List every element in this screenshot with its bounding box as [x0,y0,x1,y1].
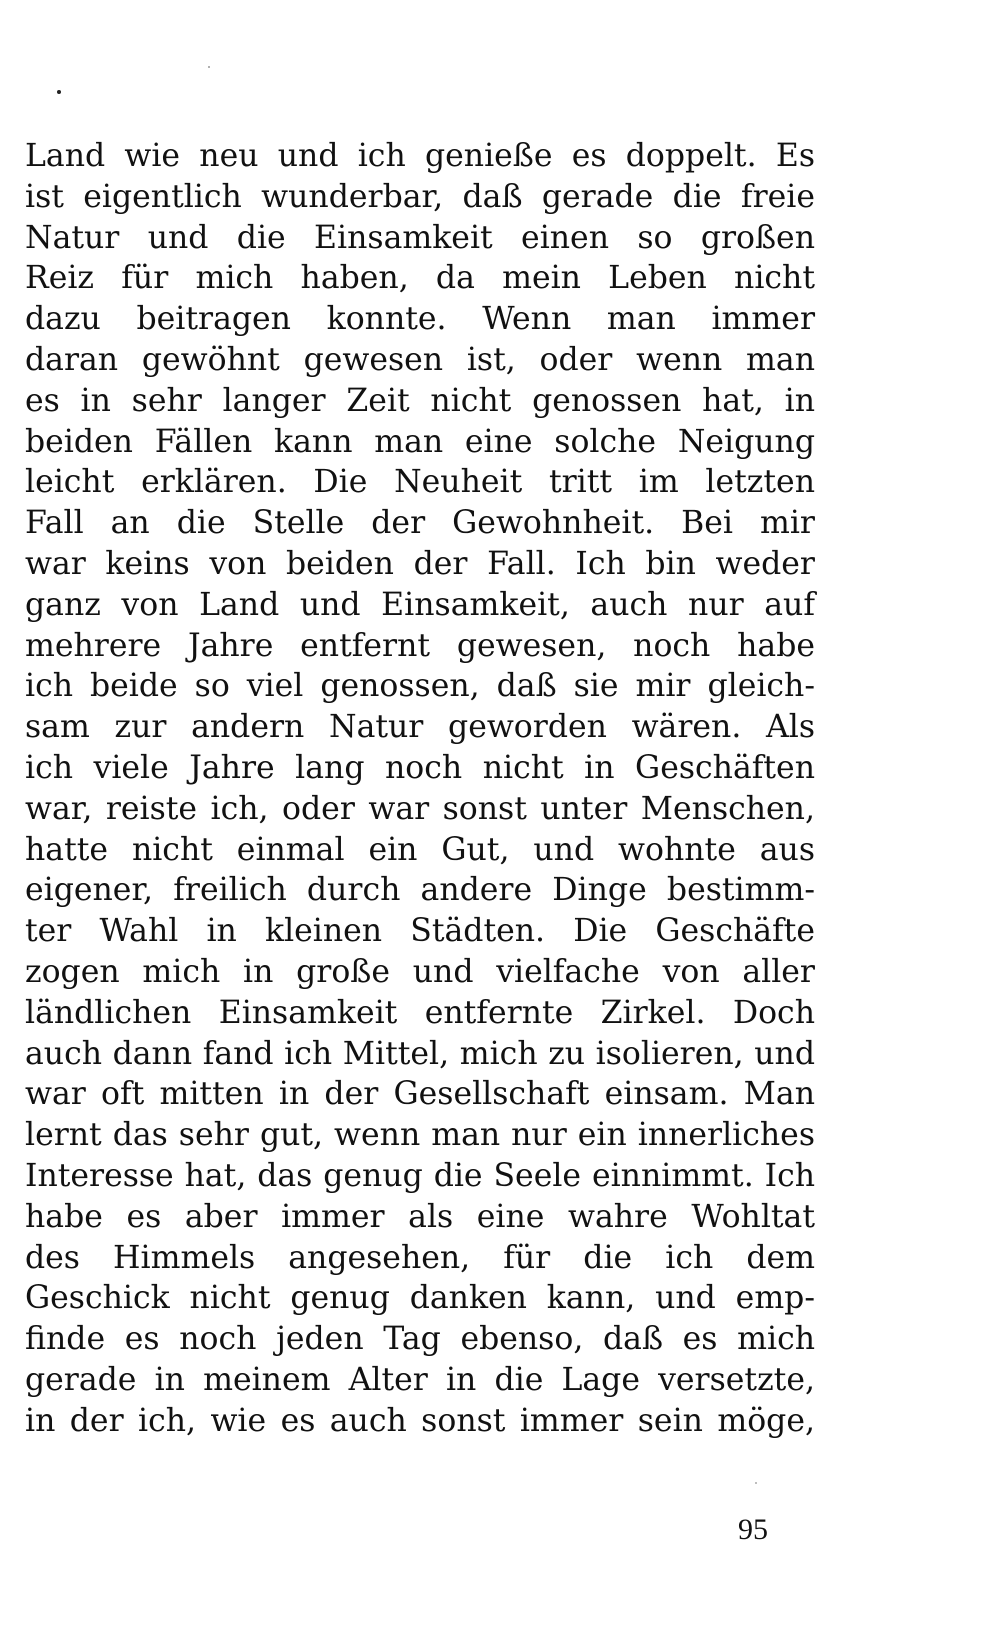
text-line: ländlichen Einsamkeit entfernte Zirkel. Doch [25,994,815,1031]
text-line: Interesse hat, das genug die Seele einnimmt. Ich [25,1157,815,1194]
text-line: daran gewöhnt gewesen ist, oder wenn man [25,341,815,378]
text-line: hatte nicht einmal ein Gut, und wohnte aus [25,831,815,868]
text-line: zogen mich in große und vielfache von aller [25,953,815,990]
text-line: Land wie neu und ich genieße es doppelt. Es [25,138,815,174]
text-line: sam zur andern Natur geworden wären. Als [25,709,815,746]
text-line: ich beide so viel genossen, daß sie mir gleich- [25,668,815,705]
text-line: war, reiste ich, oder war sonst unter Menschen, [25,790,815,827]
print-speck [755,1482,757,1484]
text-line: beiden Fällen kann man eine solche Neigung [25,423,815,460]
body-text [25,136,815,1442]
text-line: gerade in meinem Alter in die Lage versetzte, [25,1361,815,1398]
text-line: ich viele Jahre lang noch nicht in Geschäften [25,749,815,786]
text-line: eigener, freilich durch andere Dinge bestimm- [25,872,815,909]
text-line: mehrere Jahre entfernt gewesen, noch habe [25,627,815,664]
text-line: ter Wahl in kleinen Städten. Die Geschäfte [25,913,815,950]
page-number: 95 [738,1513,768,1546]
text-line: lernt das sehr gut, wenn man nur ein innerliches [25,1117,815,1154]
text-line: habe es aber immer als eine wahre Wohltat [25,1198,815,1235]
text-line: war keins von beiden der Fall. Ich bin weder [25,545,815,582]
print-speck [57,90,61,94]
text-line: Reiz für mich haben, da mein Leben nicht [25,260,815,297]
text-line: ist eigentlich wunderbar, daß gerade die freie [25,178,815,215]
text-line: finde es noch jeden Tag ebenso, daß es mich [25,1321,815,1358]
text-line: Geschick nicht genug danken kann, und emp- [25,1280,815,1317]
text-line: Natur und die Einsamkeit einen so großen [25,219,815,256]
text-line: es in sehr langer Zeit nicht genossen hat, in [25,382,815,419]
text-line: Fall an die Stelle der Gewohnheit. Bei mir [25,505,815,542]
text-line: leicht erklären. Die Neuheit tritt im letzten [25,464,815,501]
text-line: auch dann fand ich Mittel, mich zu isolieren, und [25,1035,815,1072]
text-line: ganz von Land und Einsamkeit, auch nur auf [25,586,815,623]
text-line: dazu beitragen konnte. Wenn man immer [25,301,815,338]
text-line: in der ich, wie es auch sonst immer sein möge, [25,1402,815,1439]
print-speck [208,66,210,68]
text-line: war oft mitten in der Gesellschaft einsam. Man [25,1076,815,1113]
text-line: des Himmels angesehen, für die ich dem [25,1239,815,1276]
